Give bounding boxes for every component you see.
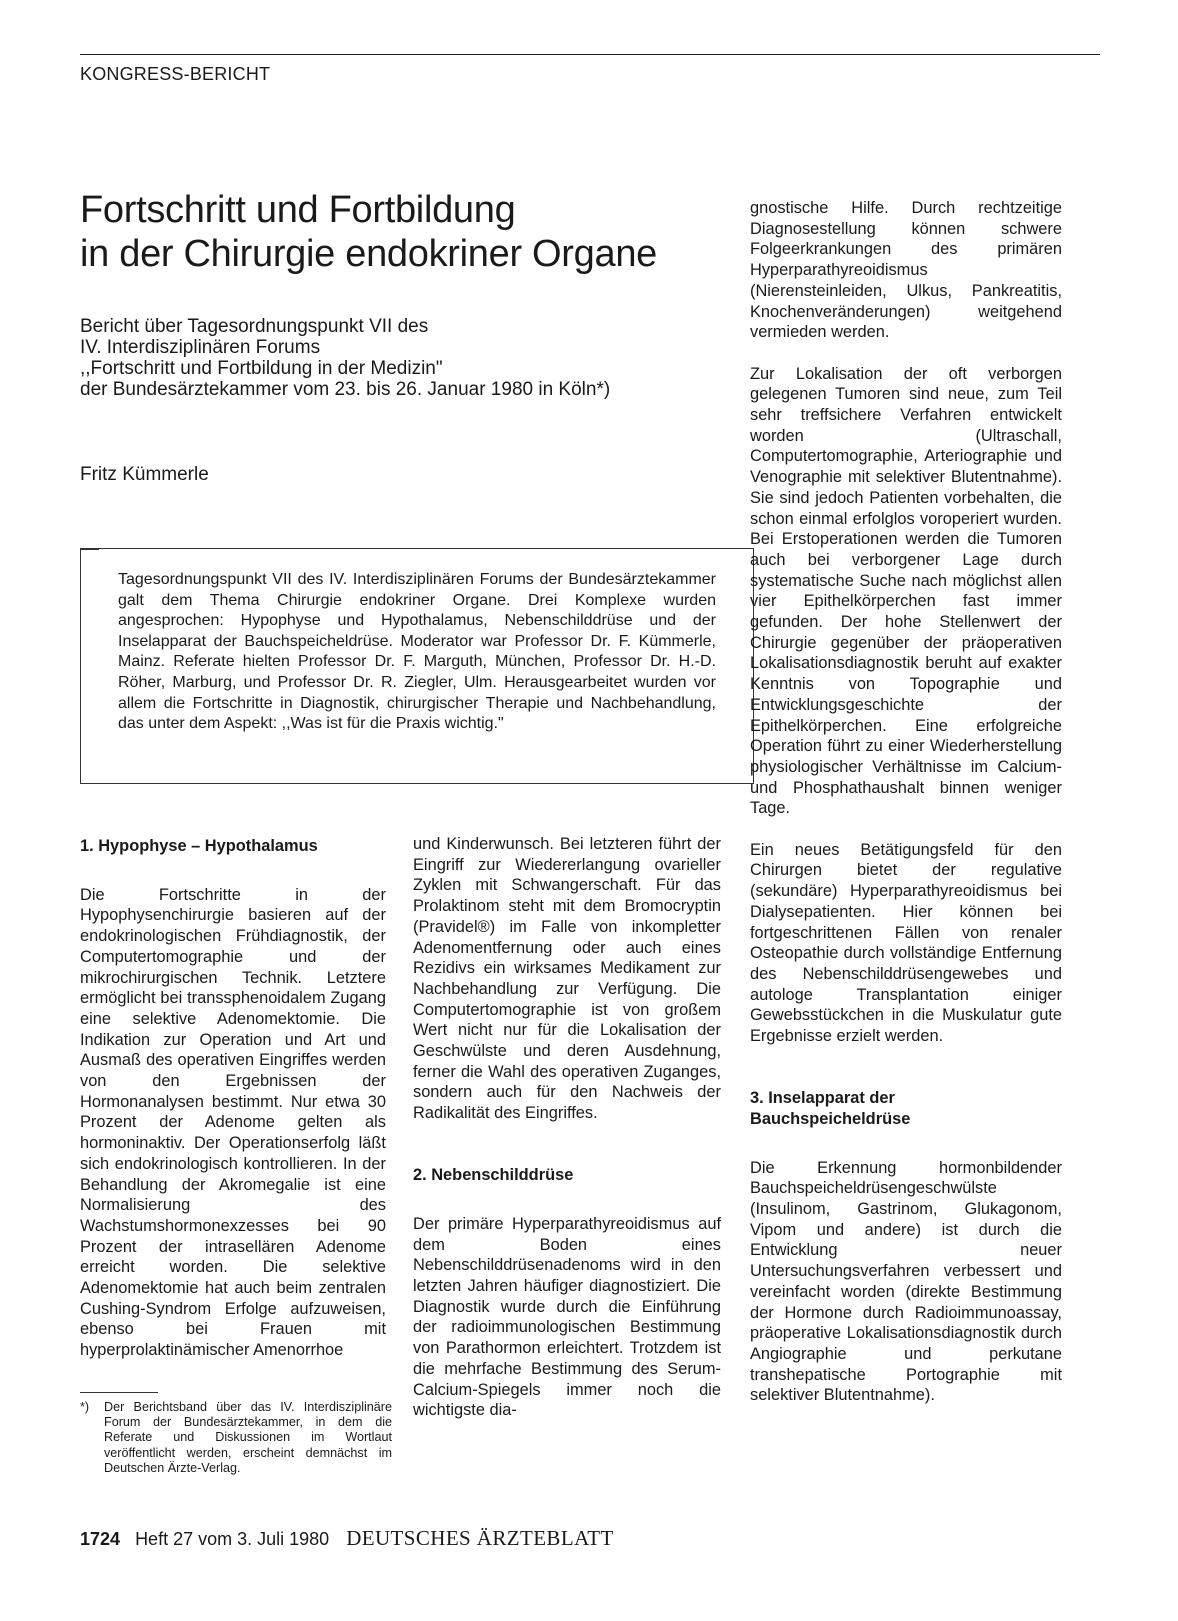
section-heading: 2. Nebenschilddrüse bbox=[413, 1166, 574, 1185]
author-name: Fritz Kümmerle bbox=[80, 464, 209, 485]
page-footer bbox=[80, 1526, 614, 1551]
subtitle-line: Bericht über Tagesordnungspunkt VII des bbox=[80, 316, 429, 337]
issue-info: Heft 27 vom 3. Juli 1980 bbox=[135, 1529, 330, 1549]
section-heading bbox=[750, 1088, 1062, 1129]
article-subtitle bbox=[80, 316, 740, 400]
column-3 bbox=[750, 198, 1062, 1406]
title-line: Fortschritt und Fortbildung bbox=[80, 189, 516, 231]
subtitle-line: IV. Interdisziplinären Forums bbox=[80, 337, 321, 358]
footnote bbox=[80, 1400, 392, 1476]
title-line: in der Chirurgie endokriner Organe bbox=[80, 233, 658, 275]
column-1 bbox=[80, 836, 386, 1361]
heading-line: 3. Inselapparat der bbox=[750, 1089, 895, 1108]
footnote-marker: *) bbox=[80, 1400, 90, 1414]
section-label: KONGRESS-BERICHT bbox=[80, 64, 271, 84]
section-heading: 1. Hypophyse – Hypothalamus bbox=[80, 837, 318, 855]
paragraph: Die Erkennung hormonbildender Bauchspeicheldrüsengeschwülste (Insulinom, Gastrinom, Glukagonom, Vipom und andere) ist durch die Entwicklung neuer Untersuchungsverfahren verbessert und vereinfacht worden (direkte Bestimmung der Hormone durch Radioimmunoassay, präoperative Lokalisationsdiagnostik durch Angiographie und perkutane transhepatische Portographie mit selektiver Blutentnahme). bbox=[750, 1158, 1062, 1405]
paragraph: und Kinderwunsch. Bei letzteren führt der Eingriff zur Wiedererlangung ovarieller Zyklen mit Schwangerschaft. Für das Prolaktinom steht mit dem Bromocryptin (Pravidel®) im Falle von inkompletter Adenomentfernung oder auch eines Rezidivs ein wirksames Medikament zur Nachbehandlung zur Verfügung. Die Computertomographie ist von großem Wert nicht nur für die Lokalisation der Geschwülste und deren Ausdehnung, ferner die Wahl des operativen Zuganges, sondern auch für den Nachweis der Radikalität des Eingriffes. bbox=[413, 835, 721, 1123]
paragraph: gnostische Hilfe. Durch rechtzeitige Diagnosestellung können schwere Folgeerkrankungen des primären Hyperparathyreoidismus (Nierensteinleiden, Ulkus, Pankreatitis, Knochenveränderungen) weitgehend vermieden werden. bbox=[750, 199, 1062, 342]
top-rule bbox=[80, 54, 1100, 55]
page-number: 1724 bbox=[80, 1529, 121, 1549]
footnote-rule bbox=[80, 1392, 158, 1393]
paragraph: Die Fortschritte in der Hypophysenchirurgie basieren auf der endokrinologischen Frühdiagnostik, der Computertomographie und der mikrochirurgischen Technik. Letztere ermöglicht bei transsphenoidalem Zugang eine selektive Adenomektomie. Die Indikation zur Operation und Art und Ausmaß des operativen Eingriffes werden von den Ergebnissen der Hormonanalysen bestimmt. Nur etwa 30 Prozent der Adenome gelten als hormoninaktiv. Der Operationserfolg läßt sich endokrinologisch kontrollieren. In der Behandlung der Akromegalie ist eine Normalisierung des Wachstumshormonexzesses bei 90 Prozent der intrasellären Adenome erreicht worden. Die selektive Adenomektomie hat auch beim zentralen Cushing-Syndrom Erfolge aufzuweisen, ebenso bei Frauen mit hyperprolaktinämischer Amenorrhoe bbox=[80, 885, 386, 1360]
journal-name: DEUTSCHES ÄRZTEBLATT bbox=[346, 1526, 614, 1550]
subtitle-line: der Bundesärztekammer vom 23. bis 26. Januar 1980 in Köln*) bbox=[80, 379, 611, 400]
article-title bbox=[80, 188, 740, 276]
abstract-text: Tagesordnungspunkt VII des IV. Interdisziplinären Forums der Bundesärztekammer galt dem Thema Chirurgie endokriner Organe. Drei Komplexe wurden angesprochen: Hypophyse und Hypothalamus, Nebenschilddrüse und der Inselapparat der Bauchspeicheldrüse. Moderator war Professor Dr. F. Kümmerle, Mainz. Referate hielten Professor Dr. F. Marguth, München, Professor Dr. H.-D. Röher, Marburg, und Professor Dr. R. Ziegler, Ulm. Herausgearbeitet wurden vor allem die Fortschritte in Diagnostik, chirurgischer Therapie und Nachbehandlung, das unter dem Aspekt: ,,Was ist für die Praxis wichtig." bbox=[118, 571, 716, 733]
paragraph: Der primäre Hyperparathyreoidismus auf dem Boden eines Nebenschilddrüsenadenoms wird in den letzten Jahren häufiger diagnostiziert. Die Diagnostik wurde durch die Einführung der radioimmunologischen Bestimmung von Parathormon erleichtert. Trotzdem ist die mehrfache Bestimmung des Serum-Calcium-Spiegels immer noch die wichtigste dia- bbox=[413, 1214, 721, 1420]
heading-line: Bauchspeicheldrüse bbox=[750, 1109, 911, 1128]
paragraph: Zur Lokalisation der oft verborgen gelegenen Tumoren sind neue, zum Teil sehr treffsichere Verfahren entwickelt worden (Ultraschall, Computertomographie, Arteriographie und Venographie mit selektiver Blutentnahme). Sie sind jedoch Patienten vorbehalten, die schon einmal erfolglos voroperiert wurden. Bei Erstoperationen werden die Tumoren auch bei verborgener Lage durch systematische Suche nach möglichst allen vier Epithelkörperchen fast immer gefunden. Der hohe Stellenwert der Chirurgie gegenüber der präoperativen Lokalisationsdiagnostik beruht auf exakter Kenntnis von Topographie und Entwicklungsgeschichte der Epithelkörperchen. Eine erfolgreiche Operation führt zu einer Wiederherstellung physiologischer Verhältnisse im Calcium- und Phosphathaushalt binnen weniger Tage. bbox=[750, 364, 1062, 818]
footnote-text: Der Berichtsband über das IV. Interdisziplinäre Forum der Bundesärztekammer, in dem die Referate und Diskussionen im Wortlaut veröffentlicht werden, erscheint demnächst im Deutschen Ärzte-Verlag. bbox=[104, 1400, 392, 1475]
column-2 bbox=[413, 834, 721, 1421]
paragraph: Ein neues Betätigungsfeld für den Chirurgen bietet der regulative (sekundäre) Hyperparathyreoidismus bei Dialysepatienten. Hier können bei fortgeschrittenen Fällen von renaler Osteopathie durch vollständige Entfernung des Nebenschilddrüsengewebes und autologe Transplantation einiger Gewebsstückchen in die Muskulatur gute Ergebnisse erzielt werden. bbox=[750, 840, 1062, 1046]
subtitle-line: ,,Fortschritt und Fortbildung in der Medizin" bbox=[80, 358, 443, 379]
